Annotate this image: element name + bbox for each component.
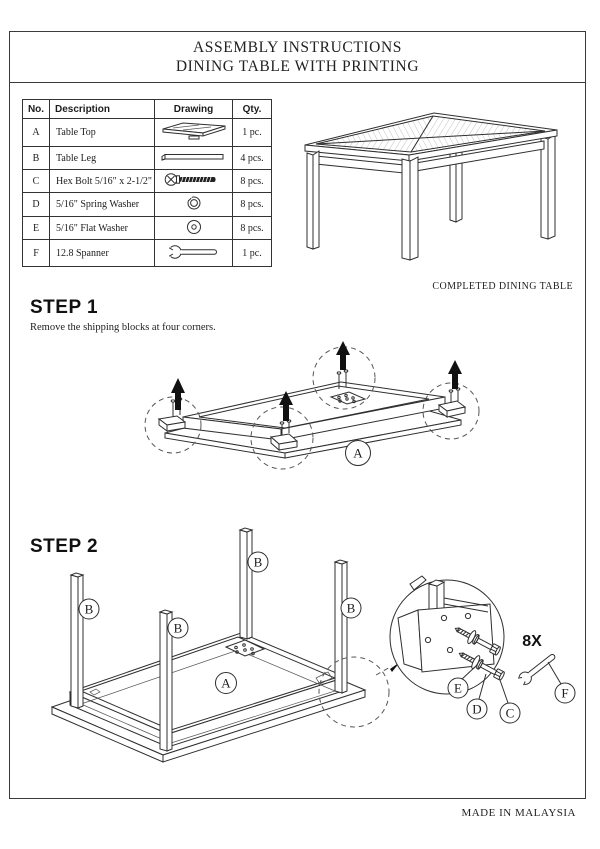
up-arrow-icon <box>336 341 350 370</box>
label-d-badge <box>467 699 487 719</box>
page-title-line1: ASSEMBLY INSTRUCTIONS <box>193 38 402 56</box>
part-description: 12.8 Spanner <box>50 240 155 267</box>
spanner-icon <box>165 243 223 261</box>
spring-washer-icon <box>185 194 203 212</box>
table-top-icon <box>159 120 229 142</box>
part-description: 5/16" Flat Washer <box>50 217 155 240</box>
flat-washer-icon <box>185 218 203 236</box>
table-row <box>23 217 272 240</box>
label-f-badge <box>555 683 575 703</box>
svg-text:C: C <box>505 705 515 721</box>
svg-text:B: B <box>253 554 263 570</box>
svg-text:B: B <box>84 601 94 617</box>
up-arrow-icon <box>448 360 462 389</box>
table-leg <box>71 573 83 708</box>
col-header-qty: Qty. <box>233 100 272 119</box>
page-title-line2: DINING TABLE WITH PRINTING <box>175 58 420 75</box>
hex-bolt-icon <box>163 172 225 187</box>
part-qty: 8 pcs. <box>233 193 272 217</box>
spanner-tool-icon <box>514 651 558 689</box>
table-top <box>305 113 557 161</box>
part-no: A <box>23 119 50 147</box>
part-drawing-cell <box>155 170 233 193</box>
svg-text:B: B <box>173 620 183 636</box>
label-b-badge <box>168 618 188 638</box>
svg-text:D: D <box>472 701 482 717</box>
part-no: E <box>23 217 50 240</box>
step1-figure <box>133 333 490 483</box>
parts-table <box>22 99 272 267</box>
part-no: B <box>23 147 50 170</box>
label-c-badge <box>500 703 520 723</box>
part-drawing-cell <box>155 119 233 147</box>
table-row <box>23 170 272 193</box>
completed-table-figure <box>292 97 580 283</box>
repeat-count-label: 8X <box>522 633 542 650</box>
step1-title: STEP 1 <box>30 297 99 318</box>
label-b-badge <box>79 599 99 619</box>
part-drawing-cell <box>155 193 233 217</box>
label-b-badge <box>248 552 268 572</box>
part-drawing-cell <box>155 147 233 170</box>
table-leg-front-left <box>307 151 319 249</box>
table-row <box>23 119 272 147</box>
part-description: Hex Bolt 5/16" x 2-1/2" <box>50 170 155 193</box>
col-header-no: No. <box>23 100 50 119</box>
svg-text:E: E <box>454 680 462 696</box>
parts-table-header-row <box>23 100 272 119</box>
part-qty: 4 pcs. <box>233 147 272 170</box>
part-qty: 8 pcs. <box>233 217 272 240</box>
part-description: 5/16" Spring Washer <box>50 193 155 217</box>
part-drawing-cell <box>155 217 233 240</box>
part-description: Table Top <box>50 119 155 147</box>
table-leg-front-center <box>402 157 418 260</box>
col-header-description: Description <box>50 100 155 119</box>
inverted-tabletop <box>165 382 461 458</box>
table-row <box>23 240 272 267</box>
svg-text:F: F <box>561 685 569 701</box>
label-a-badge <box>346 441 371 466</box>
label-b-badge <box>341 598 361 618</box>
part-qty: 8 pcs. <box>233 170 272 193</box>
part-qty: 1 pc. <box>233 119 272 147</box>
step2-figure <box>40 520 592 767</box>
part-drawing-cell <box>155 240 233 267</box>
part-no: F <box>23 240 50 267</box>
svg-text:B: B <box>346 600 356 616</box>
svg-text:A: A <box>353 445 363 461</box>
part-description: Table Leg <box>50 147 155 170</box>
completed-table-caption: COMPLETED DINING TABLE <box>432 281 573 292</box>
part-no: C <box>23 170 50 193</box>
label-e-badge <box>448 678 468 698</box>
table-leg-right <box>541 135 555 239</box>
part-qty: 1 pc. <box>233 240 272 267</box>
label-a-badge <box>216 673 237 694</box>
step2-title: STEP 2 <box>30 536 99 557</box>
part-no: D <box>23 193 50 217</box>
table-leg <box>335 560 347 693</box>
origin-label: MADE IN MALAYSIA <box>461 807 576 819</box>
detail-blowup <box>390 576 504 694</box>
table-leg <box>240 528 252 639</box>
table-leg-icon <box>159 151 229 163</box>
table-row <box>23 147 272 170</box>
step1-instruction: Remove the shipping blocks at four corners. <box>30 322 216 333</box>
table-row <box>23 193 272 217</box>
screw-icon <box>449 388 460 403</box>
title-box <box>9 31 586 83</box>
inverted-tabletop <box>52 633 365 762</box>
svg-text:A: A <box>221 675 231 691</box>
col-header-drawing: Drawing <box>155 100 233 119</box>
